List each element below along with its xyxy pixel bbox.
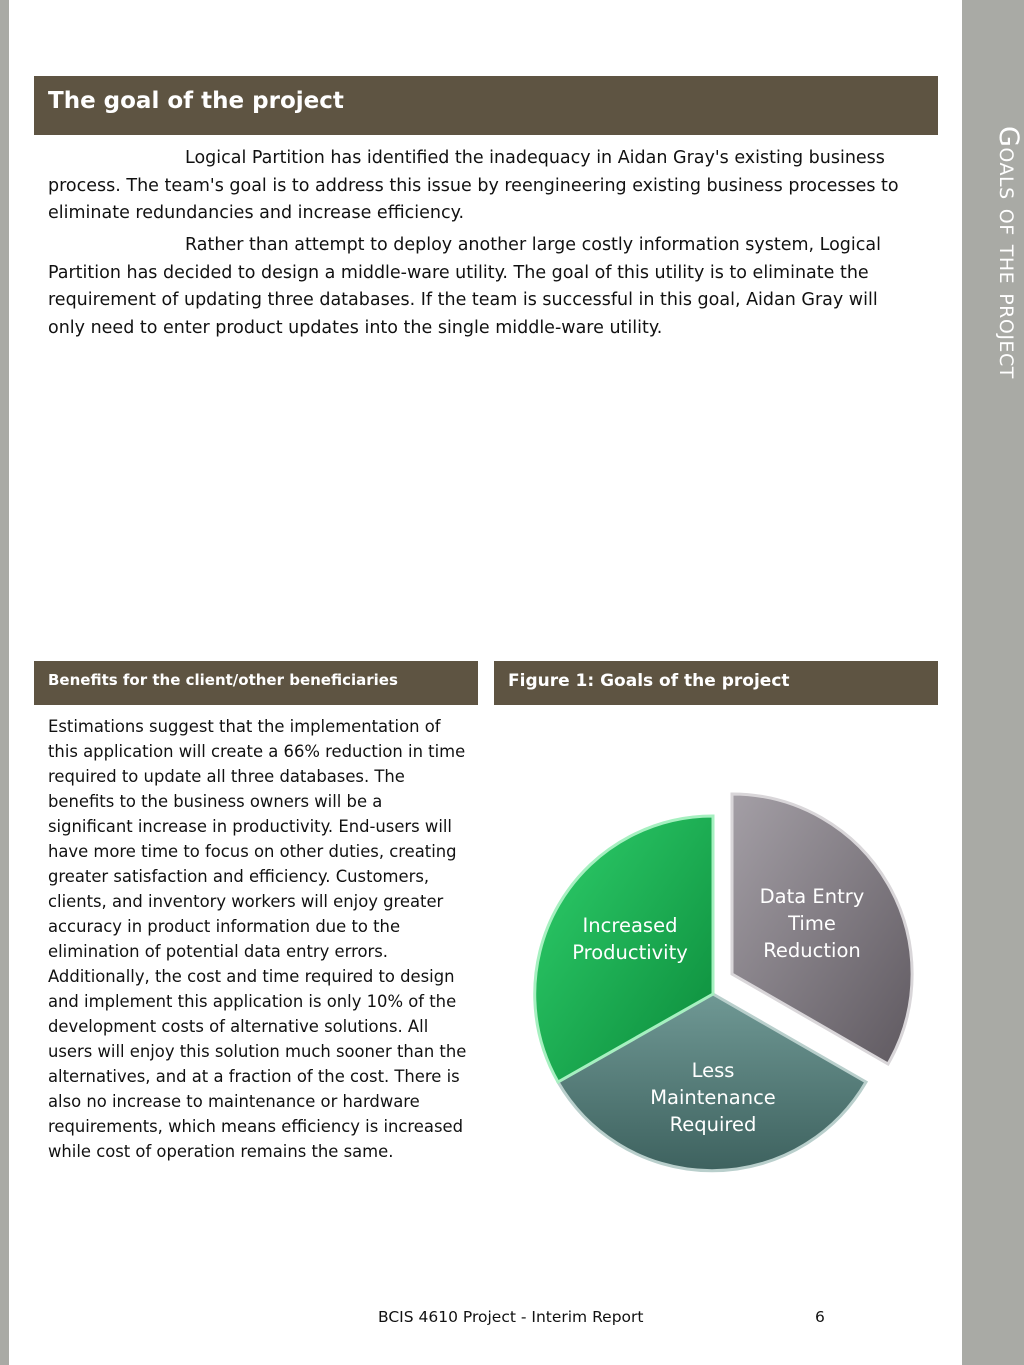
benefits-text: Estimations suggest that the implementation of this application will create a 66% reduction in time required to update all three databases. The benefits to the business owners will be a significant increase in productivity. End-users will have more time to focus on other duties, creating greater satisfaction and efficiency. Customers, clients, and inventory workers will enjoy greater accuracy in product information due to the elimination of potential data entry errors. Additionally, the cost and time required to design and implement this application is only 10% of the development costs of alternative solutions. All users will enjoy this solution much sooner than the alternatives, and at a fraction of the cost. There is also no increase to maintenance or hardware requirements, which means efficiency is increased while cost of operation remains the same. [48, 717, 467, 1161]
section-header: The goal of the project [34, 76, 938, 135]
left-margin-rule [0, 0, 9, 1365]
footer-report-title: BCIS 4610 Project - Interim Report [378, 1308, 644, 1326]
paragraph-1: Logical Partition has identified the inadequacy in Aidan Gray's existing business process. The team's goal is to address this issue by reengineering existing business processes to eliminate redundancies and increase efficiency. [48, 148, 899, 223]
pie-label-maintenance: Less Maintenance Required [650, 1059, 776, 1136]
side-section-title: Goals of the project [993, 125, 1024, 379]
figure-caption: Figure 1: Goals of the project [494, 661, 938, 705]
pie-label-data-entry: Data Entry Time Reduction [759, 885, 865, 962]
page-number: 6 [815, 1308, 825, 1326]
paragraph-2: Rather than attempt to deploy another large costly information system, Logical Partition has decided to design a middle-ware utility. The goal of this utility is to eliminate the requirement of updating three databases. If the team is successful in this goal, Aidan Gray will only need to enter product updates into the single middle-ware utility. [48, 235, 881, 338]
benefits-header: Benefits for the client/other beneficiaries [34, 661, 478, 705]
pie-label-productivity: Increased Productivity [572, 914, 688, 964]
goals-pie-figure [500, 760, 940, 1210]
goals-pie-svg [500, 760, 940, 1210]
